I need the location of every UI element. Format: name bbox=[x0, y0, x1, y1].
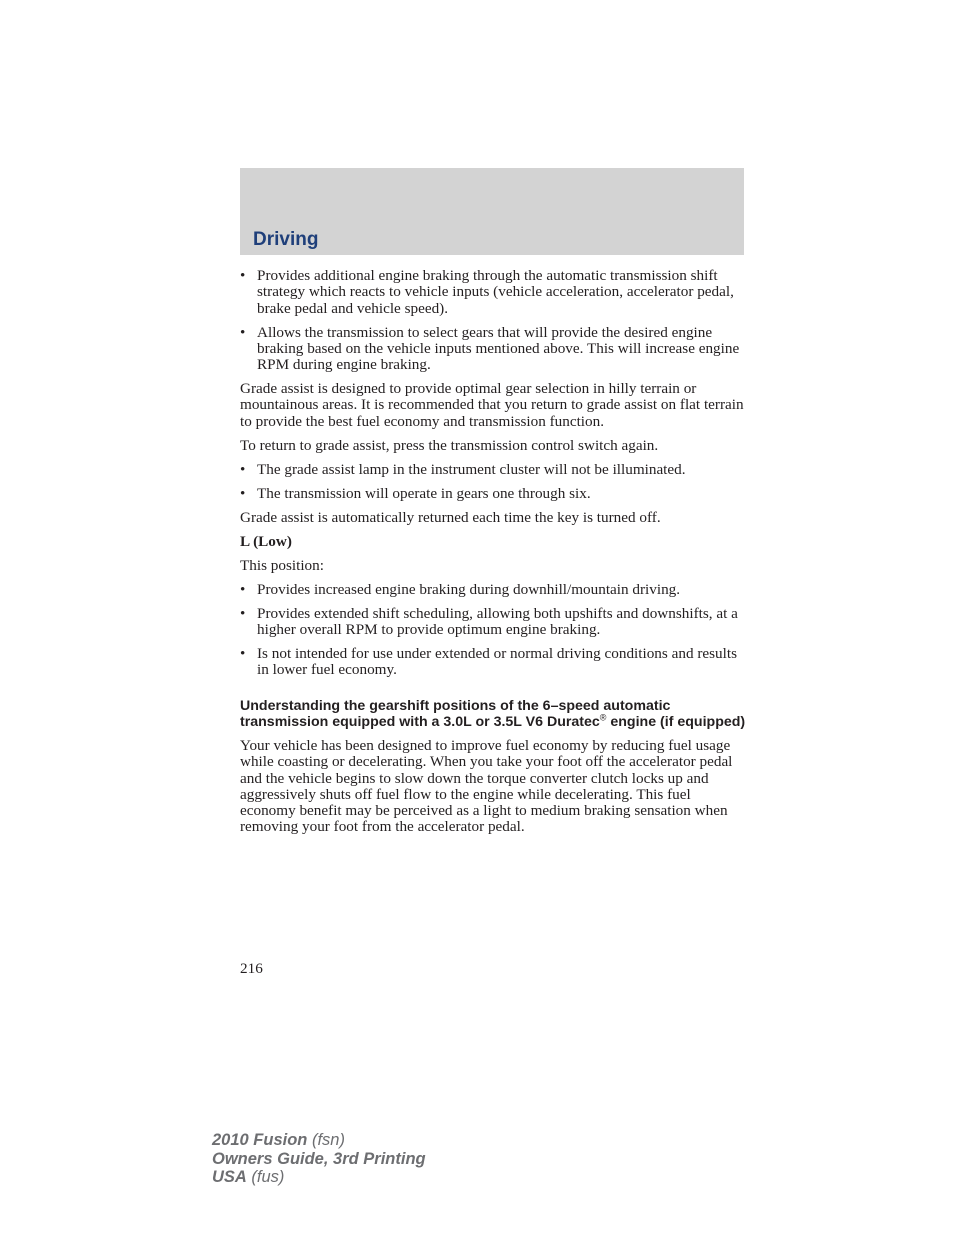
bullet-icon: • bbox=[240, 604, 246, 622]
list-item bbox=[240, 486, 746, 502]
footer-line-model bbox=[212, 1131, 426, 1150]
list-item bbox=[240, 462, 746, 478]
this-position-label: This position: bbox=[240, 556, 324, 574]
page-content bbox=[240, 268, 746, 843]
bullet-icon: • bbox=[240, 580, 246, 598]
list-item bbox=[240, 325, 746, 374]
bullet-icon: • bbox=[240, 460, 246, 478]
footer-model-code: (fsn) bbox=[307, 1131, 345, 1149]
list-item bbox=[240, 646, 746, 679]
section-heading-text-end: engine (if equipped) bbox=[606, 713, 746, 730]
list-item-text: Provides extended shift scheduling, allowing both upshifts and downshifts, at a higher overall RPM to provide optimum engine braking. bbox=[257, 604, 738, 638]
section-title: Driving bbox=[253, 229, 319, 250]
low-position-heading: L (Low) bbox=[240, 532, 292, 550]
footer-guide-edition: Owners Guide, 3rd Printing bbox=[212, 1149, 426, 1168]
footer-line-market bbox=[212, 1168, 426, 1187]
list-item-text: The grade assist lamp in the instrument cluster will not be illuminated. bbox=[257, 460, 686, 478]
list-item-text: Is not intended for use under extended or normal driving conditions and results in lower fuel economy. bbox=[257, 644, 737, 679]
bullet-icon: • bbox=[240, 323, 246, 341]
footer-market-code: (fus) bbox=[246, 1168, 285, 1186]
list-item-text: Allows the transmission to select gears that will provide the desired engine braking based on the vehicle inputs mentioned above. This will increase engine RPM during engine braking. bbox=[257, 323, 740, 374]
paragraph-fuel-economy: Your vehicle has been designed to improve fuel economy by reducing fuel usage while coasting or decelerating. When you take your foot off the accelerator pedal and the vehicle begins to slow down the torque converter clutch locks up and aggressively shuts off fuel flow to the engine while decelerating. This fuel economy benefit may be perceived as a light to medium braking sensation when removing your foot from the accelerator pedal. bbox=[240, 736, 733, 836]
bullet-icon: • bbox=[240, 644, 246, 662]
paragraph-return-grade-assist: To return to grade assist, press the transmission control switch again. bbox=[240, 436, 659, 454]
section-heading bbox=[240, 698, 746, 730]
paragraph-auto-return: Grade assist is automatically returned each time the key is turned off. bbox=[240, 508, 661, 526]
section-heading-text: Understanding the gearshift positions of the 6–speed automatic transmission equipped with a 3.0L or 3.5L V6 Duratec bbox=[240, 697, 671, 730]
list-item-text: Provides additional engine braking through the automatic transmission shift strategy which reacts to vehicle inputs (vehicle acceleration, accelerator pedal, brake pedal and vehicle speed). bbox=[257, 267, 734, 317]
list-item bbox=[240, 582, 746, 598]
list-item-text: The transmission will operate in gears one through six. bbox=[257, 484, 591, 502]
footer bbox=[212, 1131, 426, 1187]
list-item bbox=[240, 606, 746, 639]
bullet-icon: • bbox=[240, 267, 246, 284]
bullet-icon: • bbox=[240, 484, 246, 502]
paragraph-grade-assist: Grade assist is designed to provide optimal gear selection in hilly terrain or mountainous areas. It is recommended that you return to grade assist on flat terrain to provide the best fuel economy and transmission function. bbox=[240, 380, 744, 430]
list-item bbox=[240, 268, 746, 317]
registered-mark: ® bbox=[599, 711, 607, 722]
section-header-band bbox=[240, 168, 744, 255]
footer-market: USA bbox=[212, 1168, 247, 1186]
list-item-text: Provides increased engine braking during downhill/mountain driving. bbox=[257, 580, 681, 598]
page-number: 216 bbox=[240, 960, 263, 977]
footer-model: 2010 Fusion bbox=[212, 1131, 308, 1149]
